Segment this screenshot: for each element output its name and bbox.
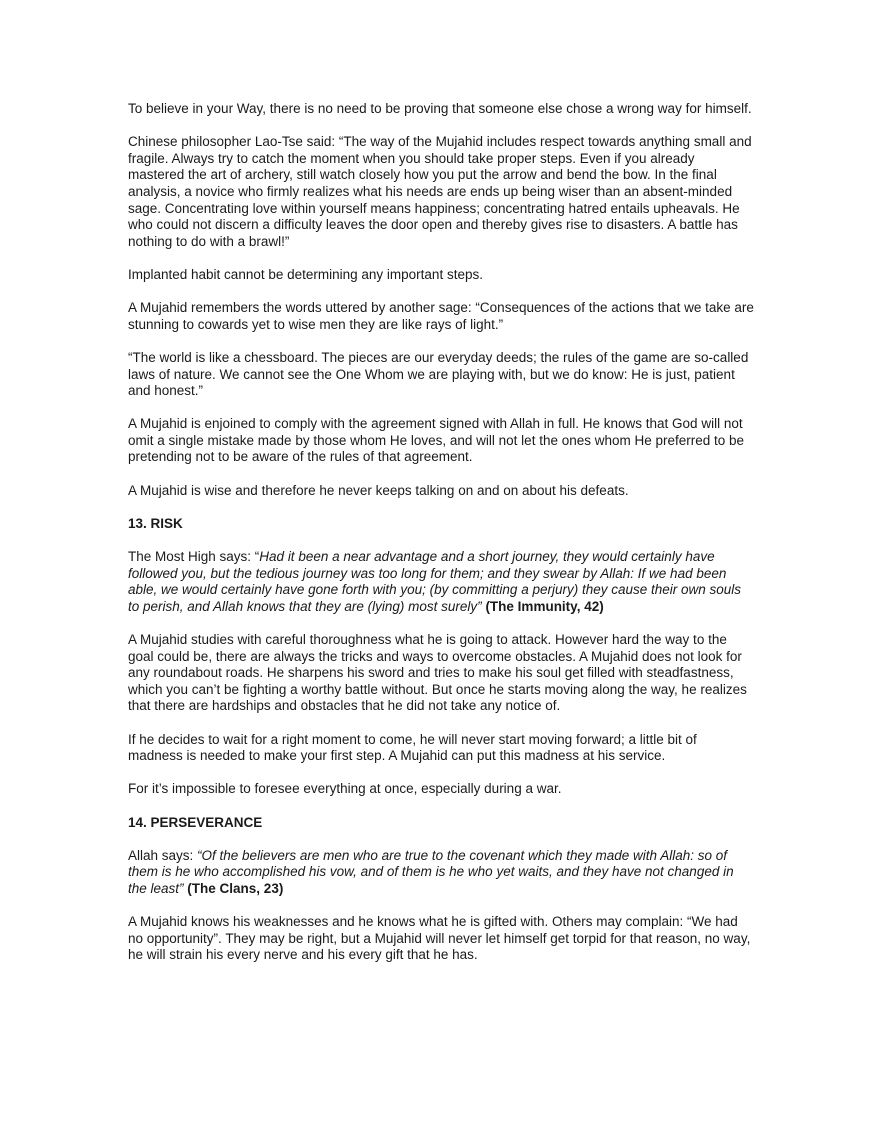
document-body — [128, 101, 754, 980]
paragraph-agreement: A Mujahid is enjoined to comply with the agreement signed with Allah in full. He knows that God will not omit a single mistake made by those whom He loves, and will not let the ones whom He preferred to be pretending not to be aware of the rules of that agreement. — [128, 416, 745, 465]
quote-clans — [128, 848, 754, 898]
paragraph-weaknesses: A Mujahid knows his weaknesses and he knows what he is gifted with. Others may complain: “We had no opportunity”. They may be right, but a Mujahid will never let himself get torpid for that reason, no way, he will strain his every nerve and his every gift that he has. — [128, 914, 751, 963]
paragraph-another-sage: A Mujahid remembers the words uttered by another sage: “Consequences of the actions that we take are stunning to cowards yet to wise men they are like rays of light.” — [128, 300, 754, 332]
quote-immunity-reference: (The Immunity, 42) — [485, 598, 604, 614]
quote-clans-reference: (The Clans, 23) — [187, 880, 284, 896]
section-heading-perseverance: 14. PERSEVERANCE — [128, 814, 263, 830]
quote-immunity-text: Had it been a near advantage and a short journey, they would certainly have followed you, but the tedious journey was too long for them; and they swear by Allah: If we had been able, we would certainly have gone forth with you; (by committing a perjury) they cause their own souls to perish, and Allah knows that they are (lying) most surely” — [128, 549, 742, 614]
paragraph-right-moment: If he decides to wait for a right moment to come, he will never start moving forward; a little bit of madness is needed to make your first step. A Mujahid can put this madness at his service. — [128, 731, 697, 764]
paragraph-foresee: For it’s impossible to foresee everything at once, especially during a war. — [128, 781, 562, 797]
paragraph-believe-way: To believe in your Way, there is no need to be proving that someone else chose a wrong way for himself. — [128, 101, 752, 116]
quote-clans-lead: Allah says: — [128, 847, 198, 863]
paragraph-chessboard: “The world is like a chessboard. The pieces are our everyday deeds; the rules of the game are so-called laws of nature. We cannot see the One Whom we are playing with, but we do know: He is just, patient and honest.” — [128, 349, 749, 399]
paragraph-never-keeps-talking: A Mujahid is wise and therefore he never keeps talking on and on about his defeats. — [128, 482, 629, 498]
quote-clans-text: “Of the believers are men who are true to the covenant which they made with Allah: so of them is he who accomplished his vow, and of them is he who yet waits, and they have not changed in the least” — [128, 847, 734, 896]
quote-immunity-lead: The Most High says: “ — [128, 549, 260, 565]
paragraph-studies-attack: A Mujahid studies with careful thoroughness what he is going to attack. However hard the way to the goal could be, there are always the tricks and ways to overcome obstacles. A Mujahid does not look for any roundabout roads. He sharpens his sword and tries to make his soul get filled with steadfastness, which you can’t be fighting a worthy battle without. But once he starts moving along the way, he realizes that there are hardships and obstacles that he did not take any notice of. — [128, 632, 747, 714]
section-heading-risk: 13. RISK — [128, 515, 183, 531]
quote-immunity — [128, 549, 754, 615]
paragraph-implanted-habit: Implanted habit cannot be determining any important steps. — [128, 266, 483, 282]
paragraph-lao-tse: Chinese philosopher Lao-Tse said: “The way of the Mujahid includes respect towards anything small and fragile. Always try to catch the moment when you should take proper steps. Even if you already mastered the art of archery, still watch closely how you put the arrow and bend the bow. In the final analysis, a novice who firmly realizes what his needs are ends up being wiser than an absent-minded sage. Concentrating love within yourself means happiness; concentrating hatred entails upheavals. He who could not discern a difficulty leaves the door open and thereby gives rise to disasters. A battle has nothing to do with a brawl!” — [128, 134, 752, 249]
